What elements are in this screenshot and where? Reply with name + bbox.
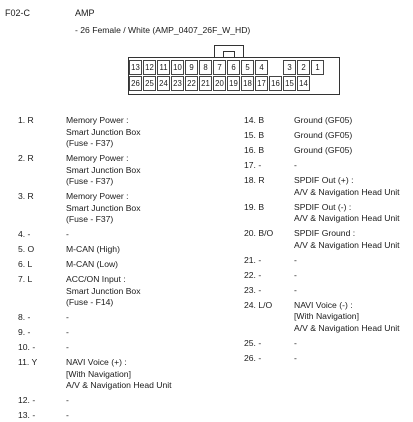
pin-number: 7. L: [18, 274, 33, 284]
bottom_row-cell: 21: [199, 76, 212, 91]
bottom_row-cell: 19: [227, 76, 240, 91]
pin-number: 26. -: [244, 352, 262, 363]
pin-number: 13. -: [18, 410, 36, 420]
connector-latch: [214, 45, 244, 57]
pin-number: 2. R: [18, 153, 34, 163]
pin-number: 22. -: [244, 269, 262, 280]
top_row-cell: 2: [297, 60, 310, 75]
top_row-cell: 10: [171, 60, 184, 75]
pin-number: 16. B: [244, 145, 265, 155]
pin-description-line: -: [66, 312, 69, 322]
pin-description: [294, 202, 400, 225]
pin-description: [294, 228, 400, 251]
pin-description-line: -: [294, 352, 297, 363]
pin-description: [66, 312, 69, 324]
pin-description-line: Memory Power :: [66, 191, 129, 201]
pin-description: [294, 353, 297, 365]
pin-description-line: ACC/ON Input :: [66, 274, 126, 284]
pin-description-line: -: [66, 342, 69, 352]
pin-description-line: A/V & Navigation Head Unit: [294, 213, 400, 223]
bottom_row-cell: 20: [213, 76, 226, 91]
pin-description-line: SPDIF Out (-) :: [294, 201, 352, 212]
pin-description-line: A/V & Navigation Head Unit: [294, 322, 400, 333]
bottom_row-cell: 15: [283, 76, 296, 91]
pin-description-line: (Fuse - F37): [66, 138, 114, 148]
pin-description: [66, 274, 141, 309]
pin-description-line: (Fuse - F14): [66, 297, 114, 307]
top_row-cell: 5: [241, 60, 254, 75]
top_row-cell: 4: [255, 60, 268, 75]
pin-description-line: -: [66, 229, 69, 239]
pin-description-line: -: [66, 395, 69, 405]
pin-description: [294, 255, 297, 267]
connector-diagram: [128, 43, 340, 95]
pin-description: [66, 244, 120, 256]
connector-title: AMP: [75, 8, 95, 18]
pin-description: [294, 285, 297, 297]
pin-description: [66, 229, 69, 241]
pin-description-line: -: [294, 160, 297, 170]
pin-description-line: A/V & Navigation Head Unit: [66, 380, 172, 390]
pin-description: [294, 145, 352, 157]
bottom_row-cell: 16: [269, 76, 282, 91]
bottom_row-cell: 23: [171, 76, 184, 91]
pin-description: [66, 191, 141, 226]
pin-number: 5. O: [18, 244, 35, 254]
pin-number: 23. -: [244, 284, 262, 295]
pin-description: [66, 357, 172, 392]
top_row-cell: 1: [311, 60, 324, 75]
pin-description-line: A/V & Navigation Head Unit: [294, 186, 400, 197]
top_row-cell: [269, 60, 282, 75]
top_row-cell: [325, 60, 338, 75]
bottom_row-cell: 17: [255, 76, 268, 91]
pin-description: [66, 115, 141, 150]
pin-description: [66, 153, 141, 188]
pin-description-line: -: [66, 410, 69, 420]
bottom_row-cell: 26: [129, 76, 142, 91]
pin-description-line: -: [294, 254, 297, 265]
pin-number: 19. B: [244, 201, 265, 212]
pin-number: 14. B: [244, 115, 265, 125]
top_row-cell: 12: [143, 60, 156, 75]
pin-number: 8. -: [18, 312, 31, 322]
pin-number: 9. -: [18, 327, 31, 337]
pin-number: 15. B: [244, 130, 265, 140]
top_row-cell: 9: [185, 60, 198, 75]
pin-number: 25. -: [244, 337, 262, 348]
pin-description-line: SPDIF Ground :: [294, 228, 356, 238]
pin-description: [294, 338, 297, 350]
pin-description: [66, 342, 69, 354]
pin-number: 12. -: [18, 395, 36, 405]
pin-description-line: -: [294, 284, 297, 295]
top_row-cell: 7: [213, 60, 226, 75]
pin-description: [66, 259, 118, 271]
pin-number: 18. R: [244, 175, 265, 185]
pin-description-line: M-CAN (Low): [66, 259, 119, 269]
pin-description-line: Smart Junction Box: [66, 202, 141, 213]
pin-description: [294, 300, 400, 335]
pin-description-line: -: [294, 269, 297, 280]
pin-number: 20. B/O: [244, 228, 274, 238]
bottom_row-cell: 25: [143, 76, 156, 91]
pin-description-line: -: [294, 337, 297, 348]
connector-subtitle: - 26 Female / White (AMP_0407_26F_W_HD): [75, 25, 251, 35]
pin-number: 1. R: [18, 115, 34, 125]
pin-number: 4. -: [18, 229, 31, 239]
pin-description: [294, 130, 352, 142]
top_row-cell: 6: [227, 60, 240, 75]
pin-description-line: Memory Power :: [66, 153, 129, 163]
pin-description-line: NAVI Voice (-) :: [294, 299, 353, 310]
pin-description-line: (Fuse - F37): [66, 214, 114, 224]
bottom_row-cell: 22: [185, 76, 198, 91]
pin-description: [294, 270, 297, 282]
pin-description-line: (Fuse - F37): [66, 176, 114, 186]
pin-description: [294, 115, 352, 127]
top_row-cell: 11: [157, 60, 170, 75]
pin-description: [66, 327, 69, 339]
pin-description: [294, 175, 400, 198]
connector-code: F02-C: [5, 8, 31, 18]
pin-description-line: Memory Power :: [66, 115, 129, 125]
top_row-cell: 8: [199, 60, 212, 75]
top_row-cell: 3: [283, 60, 296, 75]
pin-number: 17. -: [244, 160, 262, 170]
pin-number: 11. Y: [18, 357, 38, 367]
pin-description-line: [With Navigation]: [294, 311, 359, 321]
pin-description-line: A/V & Navigation Head Unit: [294, 239, 400, 250]
pin-description-line: SPDIF Out (+) :: [294, 175, 354, 185]
pin-number: 6. L: [18, 259, 33, 269]
pin-description-line: Smart Junction Box: [66, 126, 141, 137]
pin-description-line: M-CAN (High): [66, 244, 120, 254]
pin-description-line: [With Navigation]: [66, 368, 131, 379]
pin-description-line: NAVI Voice (+) :: [66, 357, 127, 367]
pin-description-line: Smart Junction Box: [66, 164, 141, 175]
pin-description-line: Ground (GF05): [294, 145, 353, 155]
pin-number: 21. -: [244, 254, 262, 265]
pin-description-line: Ground (GF05): [294, 130, 353, 140]
pin-description-line: -: [66, 327, 69, 337]
top_row-cell: 13: [129, 60, 142, 75]
pin-description-line: Ground (GF05): [294, 115, 353, 125]
pin-description: [294, 160, 297, 172]
pin-number: 24. L/O: [244, 299, 273, 310]
pin-number: 10. -: [18, 342, 36, 352]
pin-number: 3. R: [18, 191, 34, 201]
bottom_row-cell: 24: [157, 76, 170, 91]
bottom_row-cell: 14: [297, 76, 310, 91]
bottom_row-cell: 18: [241, 76, 254, 91]
pin-description-line: Smart Junction Box: [66, 285, 141, 296]
pin-description: [66, 395, 69, 407]
